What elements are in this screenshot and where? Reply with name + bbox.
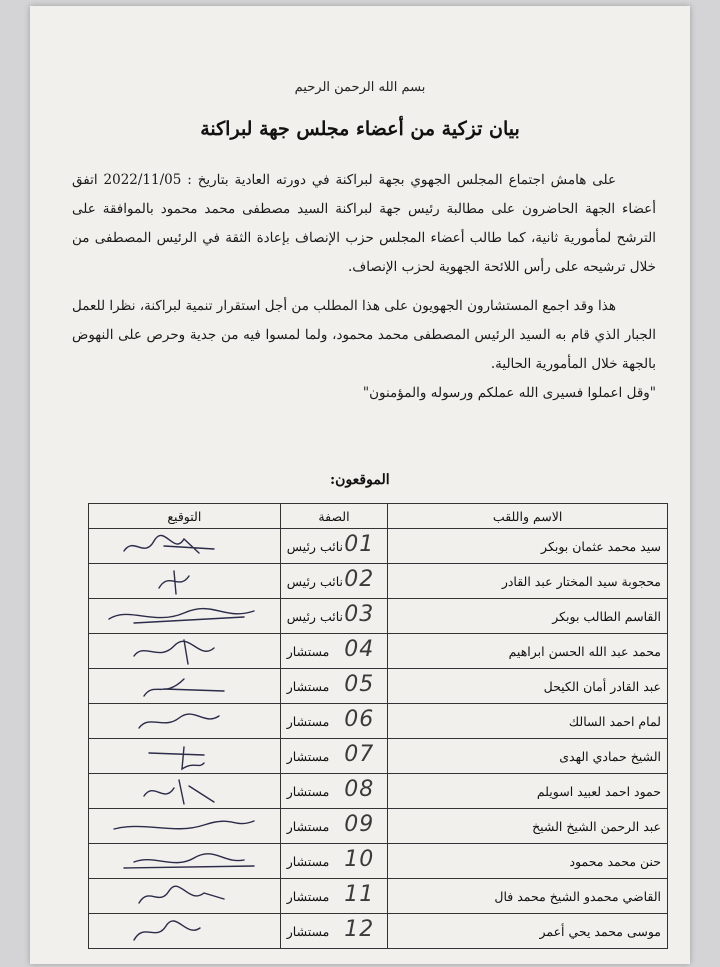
table-row (89, 809, 668, 844)
handwritten-signature (104, 811, 264, 841)
handwritten-signature (104, 531, 264, 561)
signer-number: 09 (344, 812, 375, 837)
table-row (89, 844, 668, 879)
table-row (89, 879, 668, 914)
signer-name-text: موسى محمد يحي أعمر (539, 923, 661, 939)
handwritten-signature (104, 846, 264, 876)
signer-name-text: حمود احمد لعبيد اسويلم (536, 783, 661, 799)
header-signature: التوقيع (89, 504, 281, 529)
signer-role: مستشار (280, 844, 388, 879)
signer-signature (89, 564, 281, 599)
signer-name (344, 809, 668, 844)
signer-role: مستشار (280, 634, 388, 669)
document-title: بيان تزكية من أعضاء مجلس جهة لبراكنة (200, 118, 520, 140)
signer-name-text: عبد القادر أمان الكيحل (543, 678, 661, 694)
signer-number: 01 (344, 532, 375, 557)
table-header-row (89, 504, 668, 529)
handwritten-signature (104, 671, 264, 701)
header-role: الصفة (280, 504, 388, 529)
document-page (30, 6, 690, 964)
table-row (89, 599, 668, 634)
basmala: بسم الله الرحمن الرحيم (294, 80, 426, 95)
handwritten-signature (104, 706, 264, 736)
statement-body (72, 166, 656, 408)
signer-number: 06 (344, 707, 375, 732)
signer-name (344, 669, 668, 704)
signer-name (344, 774, 668, 809)
signer-role: مستشار (280, 774, 388, 809)
signer-name (344, 599, 668, 634)
signers-table (88, 503, 668, 949)
table-row (89, 564, 668, 599)
signer-name (344, 914, 668, 949)
signer-number: 05 (344, 672, 375, 697)
table-row (89, 774, 668, 809)
signer-signature (89, 739, 281, 774)
table-row (89, 669, 668, 704)
signer-role: نائب رئيس (280, 564, 388, 599)
signer-number: 10 (344, 847, 375, 872)
table-row (89, 634, 668, 669)
signer-signature (89, 774, 281, 809)
signer-signature (89, 844, 281, 879)
signer-signature (89, 599, 281, 634)
signer-signature (89, 529, 281, 564)
signer-role: مستشار (280, 669, 388, 704)
signer-name-text: سيد محمد عثمان بوبكر (541, 538, 661, 554)
signer-role: مستشار (280, 704, 388, 739)
table-row (89, 529, 668, 564)
signer-name (344, 704, 668, 739)
signer-role: نائب رئيس (280, 599, 388, 634)
paragraph-1: على هامش اجتماع المجلس الجهوي بجهة لبراكنة في دورته العادية بتاريخ : 2022/11/05 اتفق أعضاء الجهة الحاضرون على مطالبة رئيس جهة لبراكنة السيد مصطفى محمد محمود بالموافقة على الترشح لمأمورية ثانية، كما طالب أعضاء المجلس حزب الإنصاف بإعادة الثقة في الرئيس المصطفى من خلال ترشيحه على رأس اللائحة الجهوية لحزب الإنصاف. (72, 172, 656, 275)
signer-role: نائب رئيس (280, 529, 388, 564)
signer-name (344, 844, 668, 879)
signer-name-text: القاضي محمدو الشيخ محمد فال (494, 888, 661, 904)
signer-role: مستشار (280, 739, 388, 774)
table-row (89, 914, 668, 949)
signer-number: 11 (344, 882, 375, 907)
signer-name-text: عبد الرحمن الشيخ الشيخ (532, 818, 661, 834)
signer-number: 07 (344, 742, 375, 767)
handwritten-signature (104, 601, 264, 631)
signer-name (344, 564, 668, 599)
signer-signature (89, 634, 281, 669)
signer-signature (89, 914, 281, 949)
signer-number: 03 (344, 602, 375, 627)
signer-name-text: محجوبة سيد المختار عبد القادر (501, 573, 661, 589)
signer-role: مستشار (280, 914, 388, 949)
signer-name-text: محمد عبد الله الحسن ابراهيم (508, 643, 661, 659)
signer-role: مستشار (280, 879, 388, 914)
signers-label: الموقعون: (330, 472, 390, 488)
signer-signature (89, 879, 281, 914)
signer-number: 02 (344, 567, 375, 592)
signer-name-text: لمام احمد السالك (568, 713, 661, 729)
table-row (89, 704, 668, 739)
signer-name-text: حنن محمد محمود (569, 853, 661, 869)
signer-number: 12 (344, 917, 375, 942)
handwritten-signature (104, 636, 264, 666)
table-row (89, 739, 668, 774)
signer-signature (89, 669, 281, 704)
signer-name (344, 529, 668, 564)
signer-name (344, 739, 668, 774)
paragraph-2: هذا وقد اجمع المستشارون الجهويون على هذا المطلب من أجل استقرار تنمية لبراكنة، نظرا للعمل الجبار الذي قام به السيد الرئيس المصطفى محمد محمود، ولما لمسوا فيه من جدية وحرص على النهوض بالجهة خلال المأمورية الحالية. (72, 298, 656, 372)
signer-name-text: الشيخ حمادي الهدى (559, 748, 661, 764)
handwritten-signature (104, 916, 264, 946)
signer-role: مستشار (280, 809, 388, 844)
quran-quote: "وقل اعملوا فسيرى الله عملكم ورسوله والمؤمنون" (362, 385, 656, 401)
signer-signature (89, 809, 281, 844)
signer-name (344, 879, 668, 914)
header-name: الاسم واللقب (388, 504, 668, 529)
signer-number: 08 (344, 777, 375, 802)
signer-name-text: القاسم الطالب بوبكر (552, 608, 661, 624)
handwritten-signature (104, 776, 264, 806)
handwritten-signature (104, 566, 264, 596)
handwritten-signature (104, 741, 264, 771)
signer-number: 04 (344, 637, 375, 662)
signer-name (344, 634, 668, 669)
handwritten-signature (104, 881, 264, 911)
signer-signature (89, 704, 281, 739)
